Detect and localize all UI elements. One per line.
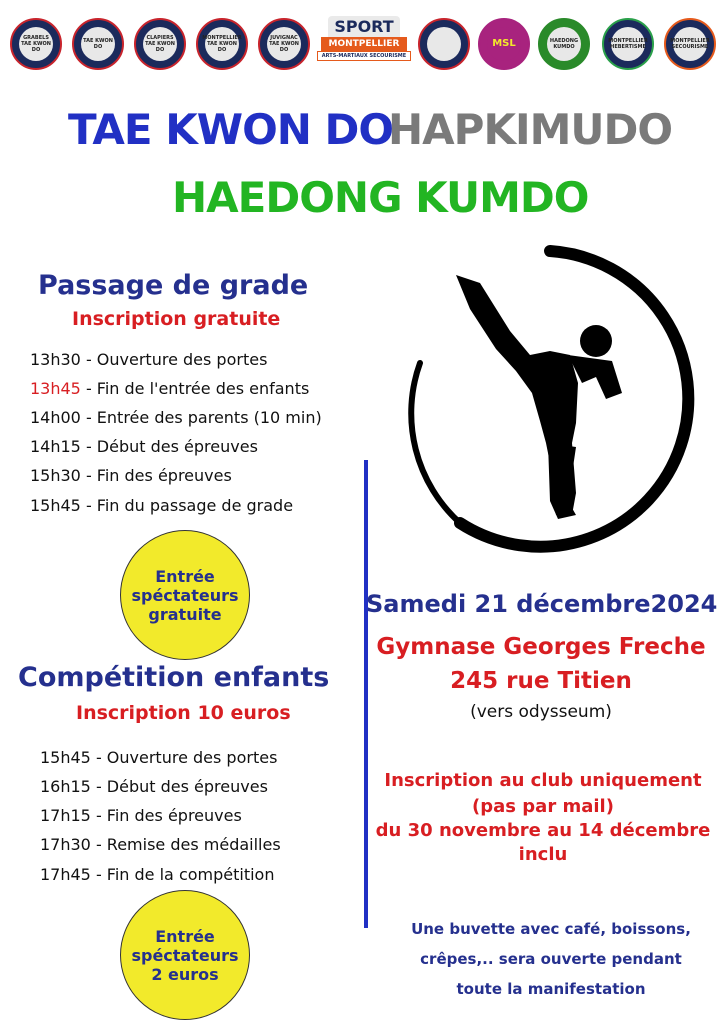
sport-logo-line2: MONTPELLIER [321,37,408,51]
competition-schedule-item: 15h45 - Ouverture des portes [40,748,278,767]
tiger-club-logo-icon: TAE KWON DO [72,18,124,70]
title-taekwondo: TAE KWON DO [68,105,394,154]
grade-schedule-item: 14h00 - Entrée des parents (10 min) [30,408,322,427]
grade-schedule-item: 13h45 - Fin de l'entrée des enfants [30,379,310,398]
competition-heading: Compétition enfants [18,662,330,693]
sport-montpellier-logo [316,16,412,74]
kumdo-club-logo-icon: HAEDONG KUMDO [538,18,590,70]
tiger-club-logo-icon: JUVIGNAC TAE KWON DO [258,18,310,70]
sport-logo-line1: SPORT [328,16,399,37]
competition-schedule-item: 16h15 - Début des épreuves [40,777,268,796]
competition-spectator-badge: Entrée spéctateurs 2 euros [120,890,250,1020]
tiger-club-logo-icon: MONTPELLIER TAE KWON DO [196,18,248,70]
competition-schedule-item: 17h45 - Fin de la compétition [40,865,275,884]
club-logos-bar [8,14,720,74]
buvette-line: Une buvette avec café, boissons, [411,920,691,938]
grade-spectator-badge: Entrée spéctateurs gratuite [120,530,250,660]
competition-schedule-item: 17h30 - Remise des médailles [40,835,281,854]
tiger-club-logo-icon: CLAPIERS TAE KWON DO [134,18,186,70]
buvette-line: toute la manifestation [456,980,646,998]
grade-schedule-item: 15h45 - Fin du passage de grade [30,496,294,515]
grade-subheading: Inscription gratuite [72,308,281,330]
grade-schedule-item: 13h30 - Ouverture des portes [30,350,268,369]
registration-line: inclu [518,844,568,865]
secourisme-club-logo-icon: MONTPELLIER SECOURISME [664,18,716,70]
competition-subheading: Inscription 10 euros [76,702,291,724]
eagle-club-logo-icon [418,18,470,70]
registration-line: (pas par mail) [472,796,614,817]
sport-logo-line3: ARTS-MARTIAUX SECOURISME [317,51,411,61]
tiger-club-logo-icon: GRABELS TAE KWON DO [10,18,62,70]
grade-schedule-item: 14h15 - Début des épreuves [30,437,258,456]
registration-line: du 30 novembre au 14 décembre [375,820,711,841]
grade-heading: Passage de grade [38,270,309,301]
msl-club-logo-icon: MSL [478,18,530,70]
grade-schedule-item: 15h30 - Fin des épreuves [30,466,232,485]
event-date: Samedi 21 décembre2024 [366,590,718,618]
event-address: 245 rue Titien [450,668,632,694]
event-venue: Gymnase Georges Freche [376,634,706,660]
competition-schedule-item: 17h15 - Fin des épreuves [40,806,242,825]
registration-line: Inscription au club uniquement [384,770,702,791]
hebertisme-club-logo-icon: MONTPELLIER HEBERTISME [602,18,654,70]
martial-artist-kick-icon [400,243,700,553]
buvette-line: crêpes,.. sera ouverte pendant [420,950,682,968]
title-kumdo: HAEDONG KUMDO [172,173,589,222]
title-hapkimudo: HAPKIMUDO [388,105,673,154]
event-near: (vers odysseum) [470,702,612,722]
